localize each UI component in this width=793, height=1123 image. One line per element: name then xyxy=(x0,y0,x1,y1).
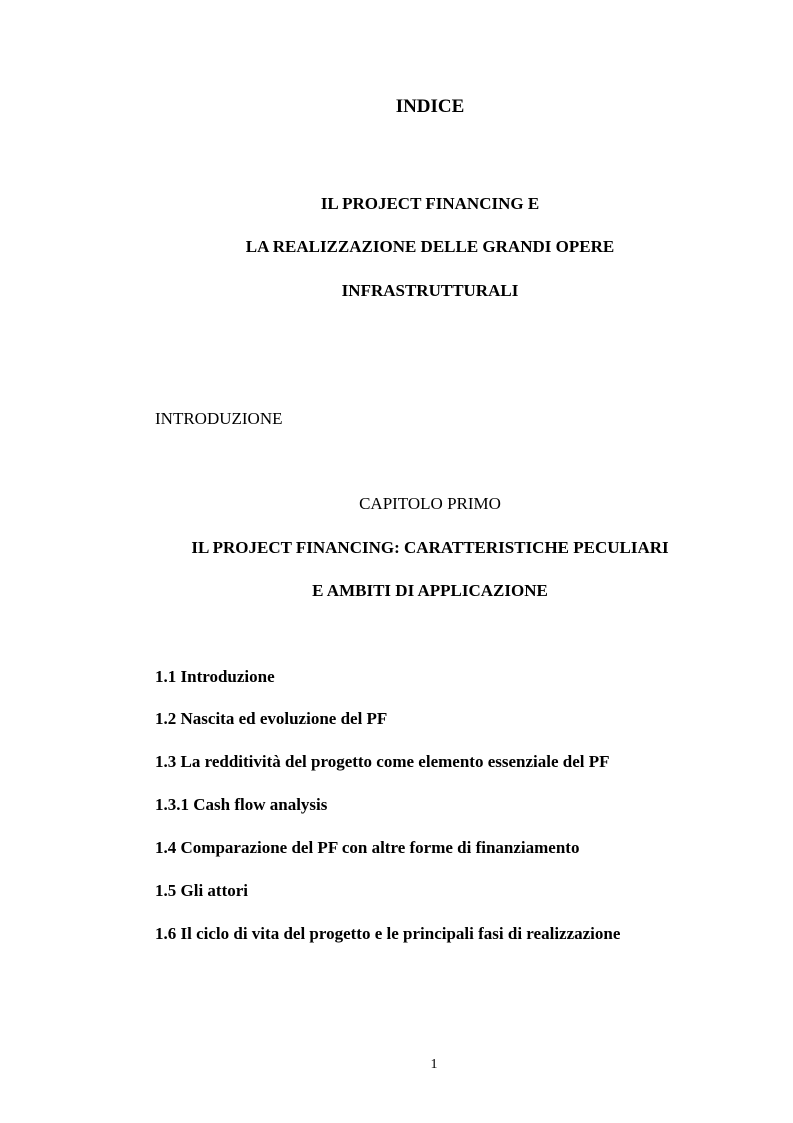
section-entry: 1.2 Nascita ed evoluzione del PF xyxy=(155,709,388,728)
section-entry: 1.5 Gli attori xyxy=(155,881,249,900)
introduction-entry: INTRODUZIONE xyxy=(155,409,283,428)
thesis-title-line-3: INFRASTRUTTURALI xyxy=(341,281,519,300)
section-entry: 1.3.1 Cash flow analysis xyxy=(155,795,328,814)
thesis-title-line-1: IL PROJECT FINANCING E xyxy=(320,194,540,213)
section-entry: 1.3 La redditività del progetto come elemento essenziale del PF xyxy=(155,752,610,771)
section-entry: 1.6 Il ciclo di vita del progetto e le principali fasi di realizzazione xyxy=(155,924,621,943)
page-number: 1 xyxy=(430,1057,438,1072)
section-entry: 1.4 Comparazione del PF con altre forme di finanziamento xyxy=(155,838,580,857)
thesis-title-line-2: LA REALIZZAZIONE DELLE GRANDI OPERE xyxy=(245,237,615,256)
section-entry: 1.1 Introduzione xyxy=(155,667,275,686)
index-heading: INDICE xyxy=(395,96,465,117)
chapter-title-line-2: E AMBITI DI APPLICAZIONE xyxy=(312,581,548,600)
chapter-label: CAPITOLO PRIMO xyxy=(359,494,501,513)
chapter-title-line-1: IL PROJECT FINANCING: CARATTERISTICHE PECULIARI xyxy=(191,538,669,557)
